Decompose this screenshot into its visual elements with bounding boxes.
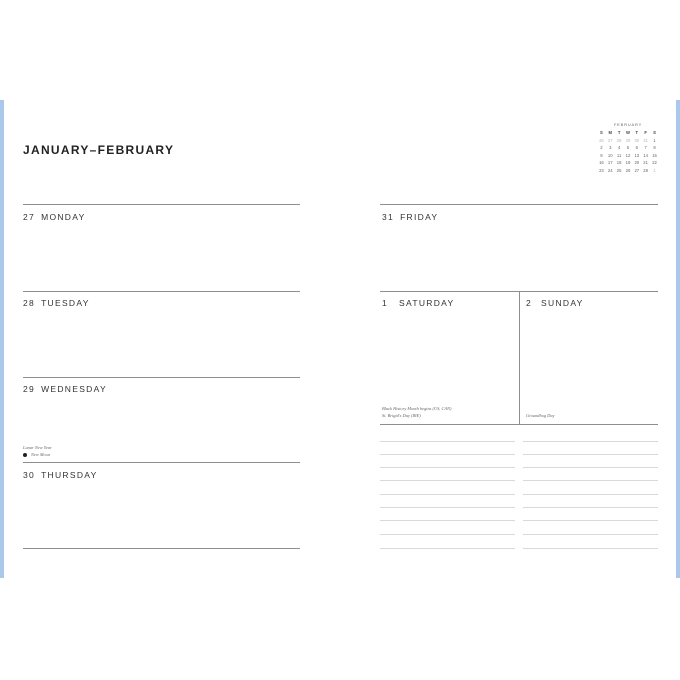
- weekday: M: [608, 130, 613, 136]
- weekday: S: [600, 130, 603, 136]
- mini-calendar-date: 13: [634, 152, 640, 158]
- day-name: MONDAY: [41, 212, 86, 222]
- notes-line: [523, 454, 658, 455]
- weekday: S: [653, 130, 656, 136]
- mini-calendar-weekdays: [597, 129, 659, 137]
- day-number: 31: [382, 212, 395, 222]
- mini-calendar-date: 1: [653, 167, 656, 173]
- page-title: JANUARY–FEBRUARY: [23, 143, 175, 157]
- mini-calendar-date: 30: [634, 137, 640, 143]
- notes-line: [380, 494, 515, 495]
- day-monday: [23, 212, 86, 222]
- day-number: 27: [23, 212, 36, 222]
- notes-line: [380, 507, 515, 508]
- mini-calendar-week: [597, 152, 659, 160]
- notes-line: [380, 467, 515, 468]
- day-thursday: [23, 470, 98, 480]
- mini-calendar-date: 16: [599, 160, 604, 166]
- notes-line: [380, 520, 515, 521]
- mini-calendar-date: 5: [626, 145, 630, 151]
- notes-line: [523, 548, 658, 549]
- mini-calendar-date: 10: [607, 152, 613, 158]
- mini-calendar-date: 26: [599, 137, 604, 143]
- divider-friday: [380, 204, 658, 205]
- note-new-moon: [23, 452, 50, 457]
- day-sunday: [526, 298, 584, 308]
- notes-line: [523, 507, 658, 508]
- mini-calendar-grid: [597, 129, 659, 174]
- mini-calendar-date: 19: [625, 160, 631, 166]
- notes-line: [380, 441, 515, 442]
- divider-bottom-left: [23, 548, 300, 549]
- day-name: FRIDAY: [400, 212, 439, 222]
- mini-calendar-date: 23: [599, 167, 604, 173]
- notes-line: [523, 520, 658, 521]
- day-number: 28: [23, 298, 36, 308]
- notes-line: [380, 454, 515, 455]
- day-saturday: [382, 298, 454, 308]
- mini-calendar-date: 28: [616, 137, 622, 143]
- mini-calendar-date: 24: [607, 167, 613, 173]
- notes-line: [380, 534, 515, 535]
- notes-line: [380, 548, 515, 549]
- weekday: F: [644, 130, 647, 136]
- mini-calendar-date: 1: [653, 137, 656, 143]
- mini-calendar-date: 18: [616, 160, 622, 166]
- day-number: 1: [382, 298, 389, 308]
- mini-calendar-date: 11: [616, 152, 622, 158]
- mini-calendar-date: 7: [644, 145, 647, 151]
- mini-calendar-date: 2: [600, 145, 603, 151]
- mini-calendar-week: [597, 137, 659, 145]
- notes-line: [523, 480, 658, 481]
- mini-calendar-date: 9: [600, 152, 603, 158]
- note-st-brigids-day: St. Brigid's Day (IRE): [382, 413, 421, 418]
- note-lunar-new-year: Lunar New Year: [23, 445, 52, 450]
- mini-calendar-date: 27: [634, 167, 640, 173]
- notes-line: [523, 534, 658, 535]
- page-edge-left: [0, 100, 4, 578]
- weekday: T: [617, 130, 621, 136]
- day-name: TUESDAY: [41, 298, 90, 308]
- mini-calendar-week: [597, 159, 659, 167]
- mini-calendar-date: 6: [635, 145, 638, 151]
- mini-calendar-date: 17: [607, 160, 613, 166]
- divider-thursday: [23, 462, 300, 463]
- mini-calendar-date: 31: [643, 137, 648, 143]
- mini-calendar-week: [597, 167, 659, 175]
- new-moon-icon: [23, 453, 27, 457]
- divider-weekend-vertical: [519, 291, 520, 424]
- divider-wednesday: [23, 377, 300, 378]
- day-name: THURSDAY: [41, 470, 98, 480]
- mini-calendar-date: 21: [643, 160, 648, 166]
- notes-line: [523, 494, 658, 495]
- mini-calendar-date: 14: [643, 152, 648, 158]
- day-number: 30: [23, 470, 36, 480]
- mini-calendar-date: 12: [625, 152, 631, 158]
- mini-calendar-date: 27: [607, 137, 613, 143]
- day-tuesday: [23, 298, 90, 308]
- day-name: SUNDAY: [541, 298, 584, 308]
- weekday: W: [625, 130, 630, 136]
- day-name: SATURDAY: [399, 298, 455, 308]
- divider-tuesday: [23, 291, 300, 292]
- mini-calendar-date: 28: [643, 167, 648, 173]
- mini-calendar-week: [597, 144, 659, 152]
- mini-calendar-date: 15: [652, 152, 657, 158]
- note-new-moon-text: New Moon: [31, 452, 51, 457]
- day-name: WEDNESDAY: [41, 384, 107, 394]
- day-number: 29: [23, 384, 36, 394]
- mini-calendar-date: 22: [652, 160, 657, 166]
- mini-calendar-date: 8: [653, 145, 656, 151]
- notes-line: [523, 441, 658, 442]
- note-groundhog-day: Groundhog Day: [526, 413, 555, 418]
- mini-calendar-date: 26: [625, 167, 631, 173]
- divider-monday: [23, 204, 300, 205]
- mini-calendar-date: 20: [634, 160, 640, 166]
- mini-calendar-date: 29: [625, 137, 631, 143]
- weekday: T: [635, 130, 639, 136]
- mini-calendar-date: 3: [609, 145, 612, 151]
- notes-line: [523, 467, 658, 468]
- note-black-history-month: Black History Month begins (US, CAN): [382, 406, 452, 411]
- divider-notes: [380, 424, 658, 425]
- day-wednesday: [23, 384, 107, 394]
- day-number: 2: [526, 298, 533, 308]
- mini-calendar-date: 25: [616, 167, 622, 173]
- notes-line: [380, 480, 515, 481]
- mini-calendar: [597, 122, 659, 174]
- page-edge-right: [676, 100, 680, 578]
- day-friday: [382, 212, 438, 222]
- mini-calendar-date: 4: [617, 145, 621, 151]
- mini-calendar-title: FEBRUARY: [613, 122, 643, 127]
